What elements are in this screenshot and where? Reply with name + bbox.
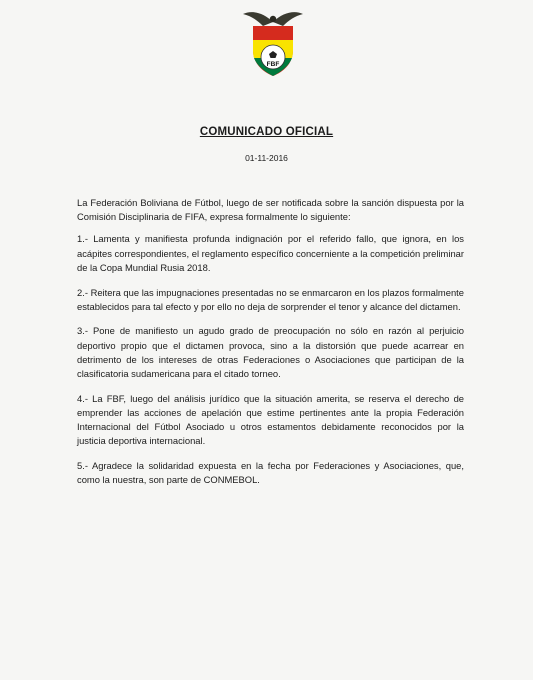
point-paragraph: 5.- Agradece la solidaridad expuesta en la fecha por Federaciones y Asociaciones, que, como la nuestra, son parte de CONMEBOL.	[77, 460, 464, 486]
point-paragraph: 1.- Lamenta y manifiesta profunda indignación por el referido fallo, que ignora, en los acápites correspondientes, el reglamento específico concerniente a la competición preliminar de la Copa Mundial Rusia 2018.	[77, 233, 464, 273]
document-title: COMUNICADO OFICIAL	[199, 126, 334, 138]
point-paragraph: 4.- La FBF, luego del análisis jurídico que la situación amerita, se reserva el derecho de emprender las acciones de apelación que estime pertinentes ante la propia Federación Internacional del Fútbol Asociado u otros estamentos debidamente reconocidos por la justicia deportiva internacional.	[77, 392, 464, 447]
point-paragraph: 3.- Pone de manifiesto un agudo grado de preocupación no sólo en razón al perjuicio deportivo propio que el dictamen provoca, sino a la distorsión que puede acarrear en detrimento de los intereses de otras Federaciones o Asociaciones que participan de la clasificatoria sudamericana para el citado torneo.	[77, 325, 464, 380]
fbf-crest-icon	[239, 6, 307, 78]
point-paragraph: 2.- Reitera que las impugnaciones presentadas no se enmarcaron en los plazos formalmente establecidos para tal efecto y por ello no deja de sorprender el tenor y alcance del dictamen.	[77, 286, 464, 312]
document-body	[77, 196, 464, 498]
document-date: 01-11-2016	[245, 153, 288, 163]
intro-paragraph: La Federación Boliviana de Fútbol, luego de ser notificada sobre la sanción dispuesta por la Comisión Disciplinaria de FIFA, expresa formalmente lo siguiente:	[77, 197, 464, 223]
logo-text: FBF	[266, 61, 280, 68]
